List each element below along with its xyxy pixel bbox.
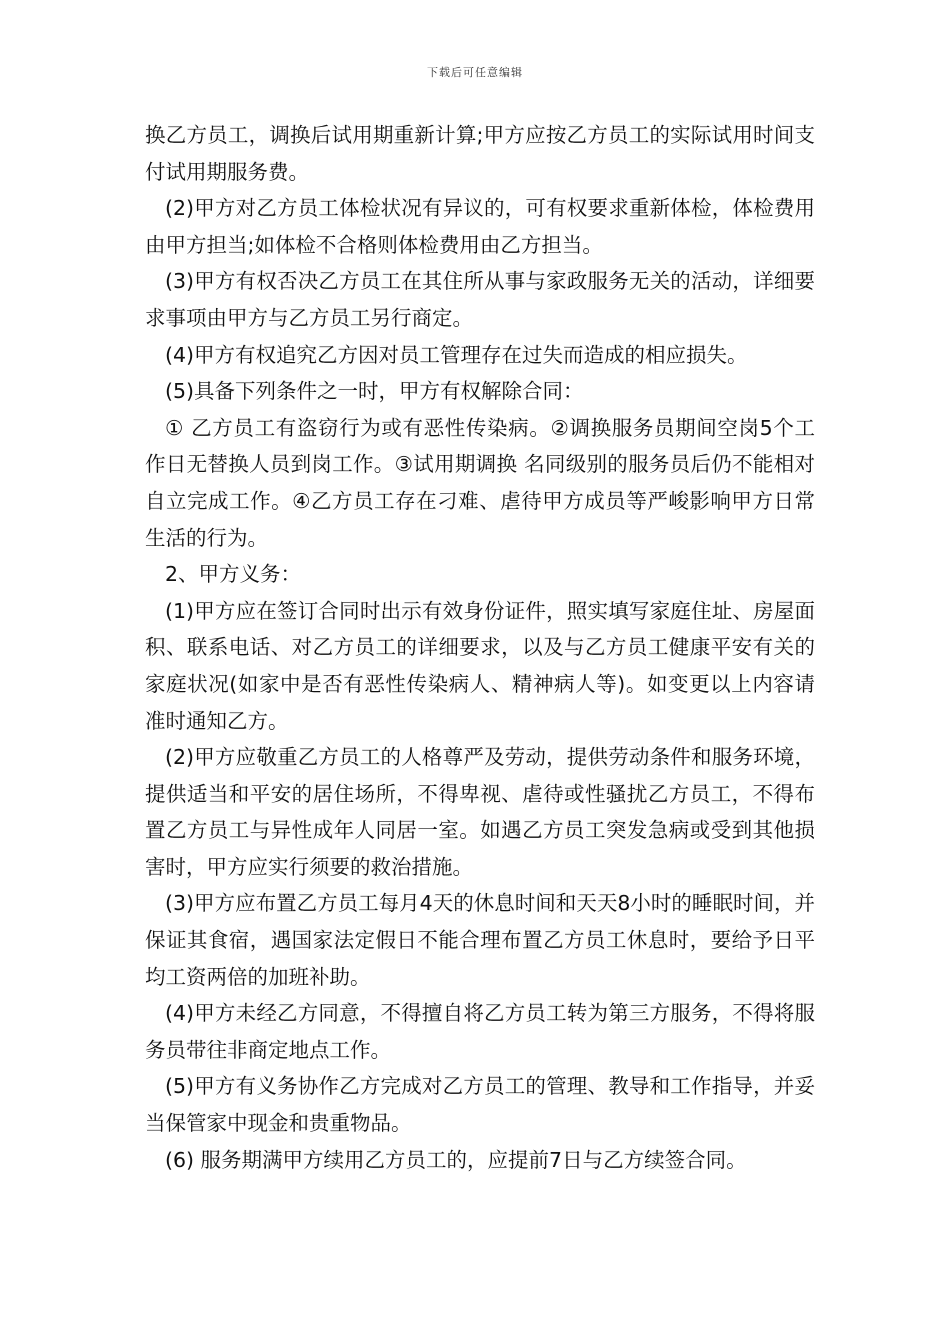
paragraph: (2)甲方对乙方员工体检状况有异议的，可有权要求重新体检，体检费用由甲方担当;如体检不合格则体检费用由乙方担当。 [145, 196, 815, 257]
paragraph: (4)甲方未经乙方同意，不得擅自将乙方员工转为第三方服务，不得将服务员带往非商定地点工作。 [145, 1001, 815, 1062]
paragraph: ① 乙方员工有盗窃行为或有恶性传染病。②调换服务员期间空岗5个工作日无替换人员到岗工作。③试用期调换 名同级别的服务员后仍不能相对自立完成工作。④乙方员工存在刁难、虐待甲方成员等严峻影响甲方日常生活的行为。 [145, 415, 815, 550]
paragraph: (1)甲方应在签订合同时出示有效身份证件，照实填写家庭住址、房屋面积、联系电话、对乙方员工的详细要求，以及与乙方员工健康平安有关的家庭状况(如家中是否有恶性传染病人、精神病人等)。如变更以上内容请准时通知乙方。 [145, 598, 815, 733]
paragraph: (5)具备下列条件之一时，甲方有权解除合同： [165, 379, 584, 404]
paragraph: 换乙方员工，调换后试用期重新计算;甲方应按乙方员工的实际试用时间支付试用期服务费。 [145, 123, 815, 184]
paragraph: (3)甲方应布置乙方员工每月4天的休息时间和天天8小时的睡眠时间，并保证其食宿，遇国家法定假日不能合理布置乙方员工休息时，要给予日平均工资两倍的加班补助。 [145, 891, 815, 989]
page-header: 下载后可任意编辑 [427, 66, 523, 79]
paragraph: (6) 服务期满甲方续用乙方员工的，应提前7日与乙方续签合同。 [165, 1147, 747, 1172]
paragraph: (3)甲方有权否决乙方员工在其住所从事与家政服务无关的活动，详细要求事项由甲方与乙方员工另行商定。 [145, 269, 815, 330]
paragraph: (5)甲方有义务协作乙方完成对乙方员工的管理、教导和工作指导，并妥当保管家中现金和贵重物品。 [145, 1074, 815, 1136]
paragraph: (2)甲方应敬重乙方员工的人格尊严及劳动，提供劳动条件和服务环境，提供适当和平安的居住场所，不得卑视、虐待或性骚扰乙方员工，不得布置乙方员工与异性成年人同居一室。如遇乙方员工突发急病或受到其他损害时，甲方应实行须要的救治措施。 [145, 745, 815, 879]
section-heading: 2、甲方义务： [165, 562, 302, 587]
paragraph: (4)甲方有权追究乙方因对员工管理存在过失而造成的相应损失。 [165, 342, 748, 367]
document-body [145, 117, 815, 1178]
